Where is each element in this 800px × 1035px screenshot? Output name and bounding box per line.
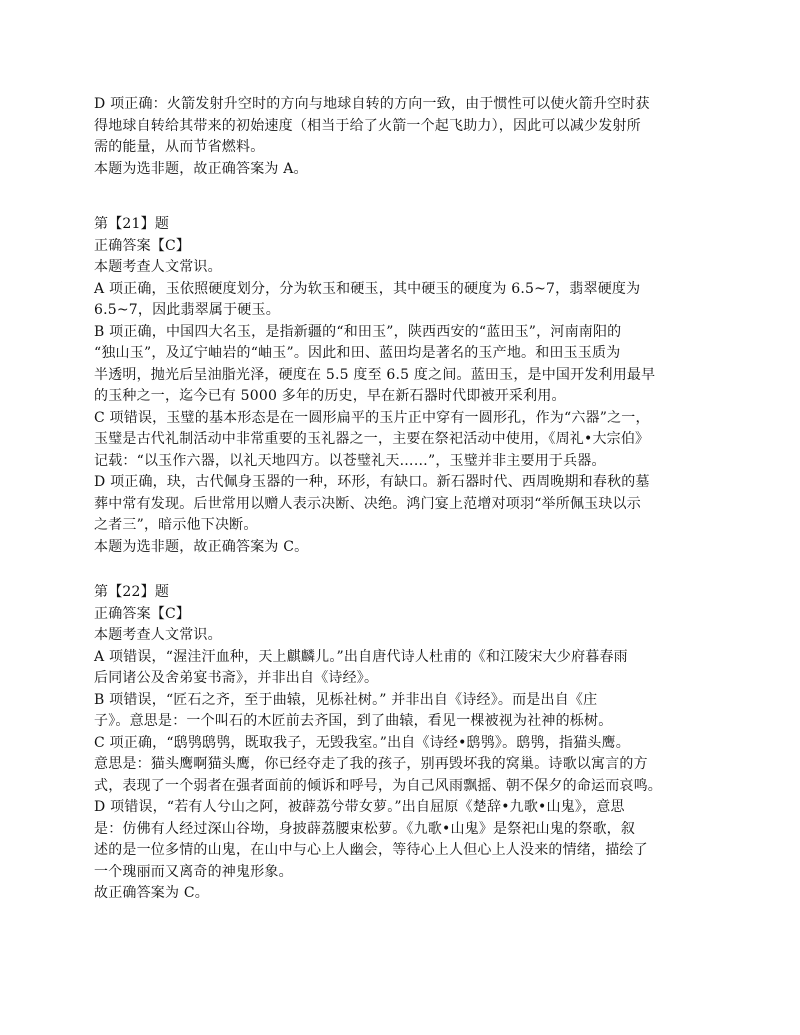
text-line: 得地球自转给其带来的初始速度（相当于给了火箭一个起飞助力），因此可以减少发射所 xyxy=(94,117,641,134)
text-line: D 项正确：火箭发射升空时的方向与地球自转的方向一致，由于惯性可以使火箭升空时获 xyxy=(94,96,650,112)
text-line: 一个瑰丽而又离奇的神鬼形象。 xyxy=(94,863,293,880)
text-line: 的玉种之一，迄今已有 5000 多年的历史，早在新石器时代即被开采利用。 xyxy=(94,388,566,404)
question-21-section xyxy=(94,214,714,558)
text-line: 本题为选非题，故正确答案为 C。 xyxy=(94,538,309,555)
question-title: 第【21】题 xyxy=(94,216,170,232)
text-line: 本题考查人文常识。 xyxy=(94,259,222,275)
text-line: D 项正确，玦，古代佩身玉器的一种，环形，有缺口。新石器时代、西周晚期和春秋的墓 xyxy=(94,474,650,490)
text-line: 6.5~7，因此翡翠属于硬玉。 xyxy=(94,302,280,318)
text-line: 后同诸公及舍弟宴书斋》，并非出自《诗经》。 xyxy=(94,670,379,686)
text-line: 半透明，抛光后呈油脂光泽，硬度在 5.5 度至 6.5 度之间。蓝田玉，是中国开发利用最早 xyxy=(94,366,656,383)
intro-section xyxy=(94,94,714,180)
text-line: B 项正确，中国四大名玉，是指新疆的“和田玉”，陕西西安的“蓝田玉”，河南南阳的 xyxy=(94,323,622,340)
text-line: 记载：“以玉作六器，以礼天地四方。以苍璧礼天……”，玉璧并非主要用于兵器。 xyxy=(94,452,606,469)
text-line: 子》。意思是：一个叫石的木匠前去齐国，到了曲辕，看见一棵被视为社神的栎树。 xyxy=(94,713,613,729)
text-line: 之者三”，暗示他下决断。 xyxy=(94,517,258,533)
text-line: 葬中常有发现。后世常用以赠人表示决断、决绝。鸿门宴上范增对项羽“举所佩玉玦以示 xyxy=(94,495,641,512)
correct-answer: 正确答案【C】 xyxy=(94,605,191,622)
text-line: 式，表现了一个弱者在强者面前的倾诉和呼号，为自己风雨飘摇、朝不保夕的命运而哀鸣。 xyxy=(94,777,662,794)
text-line: 本题考查人文常识。 xyxy=(94,627,222,643)
text-line: 意思是：猫头鹰啊猫头鹰，你已经夺走了我的孩子，别再毁坏我的窝巢。诗歌以寓言的方 xyxy=(94,756,648,772)
question-22-section xyxy=(94,582,714,905)
text-line: 玉璧是古代礼制活动中非常重要的玉礼器之一，主要在祭祀活动中使用，《周礼•大宗伯》 xyxy=(94,431,650,447)
text-line: 需的能量，从而节省燃料。 xyxy=(94,139,265,155)
text-line: A 项错误，“渥洼汗血种，天上麒麟儿。”出自唐代诗人杜甫的《和江陵宋大少府暮春雨 xyxy=(94,648,628,665)
text-line: 述的是一位多情的山鬼，在山中与心上人幽会，等待心上人但心上人没来的情绪，描绘了 xyxy=(94,842,648,858)
correct-answer: 正确答案【C】 xyxy=(94,237,191,254)
text-line: A 项正确，玉依照硬度划分，分为软玉和硬玉，其中硬玉的硬度为 6.5~7，翡翠硬度为 xyxy=(94,280,641,297)
text-line: 本题为选非题，故正确答案为 A。 xyxy=(94,160,308,177)
text-line: C 项正确，“鸱鸮鸱鸮，既取我子，无毁我室。”出自《诗经•鸱鸮》。鸱鸮，指猫头鹰。 xyxy=(94,734,630,751)
text-line: D 项错误，“若有人兮山之阿，被薜荔兮带女萝。”出自屈原《楚辞•九歌•山鬼》，意思 xyxy=(94,799,625,815)
text-line: 故正确答案为 C。 xyxy=(94,885,209,901)
text-line: “独山玉”，及辽宁岫岩的“岫玉”。因此和田、蓝田均是著名的玉产地。和田玉玉质为 xyxy=(94,345,621,361)
question-title: 第【22】题 xyxy=(94,584,170,600)
text-line: 是：仿佛有人经过深山谷坳，身披薜荔腰束松萝。《九歌•山鬼》是祭祀山鬼的祭歌，叙 xyxy=(94,820,636,837)
text-line: C 项错误，玉璧的基本形态是在一圆形扁平的玉片正中穿有一圆形孔，作为“六器”之一， xyxy=(94,409,650,426)
text-line: B 项错误，“匠石之齐，至于曲辕，见栎社树。” 并非出自《诗经》。而是出自《庄 xyxy=(94,691,598,708)
